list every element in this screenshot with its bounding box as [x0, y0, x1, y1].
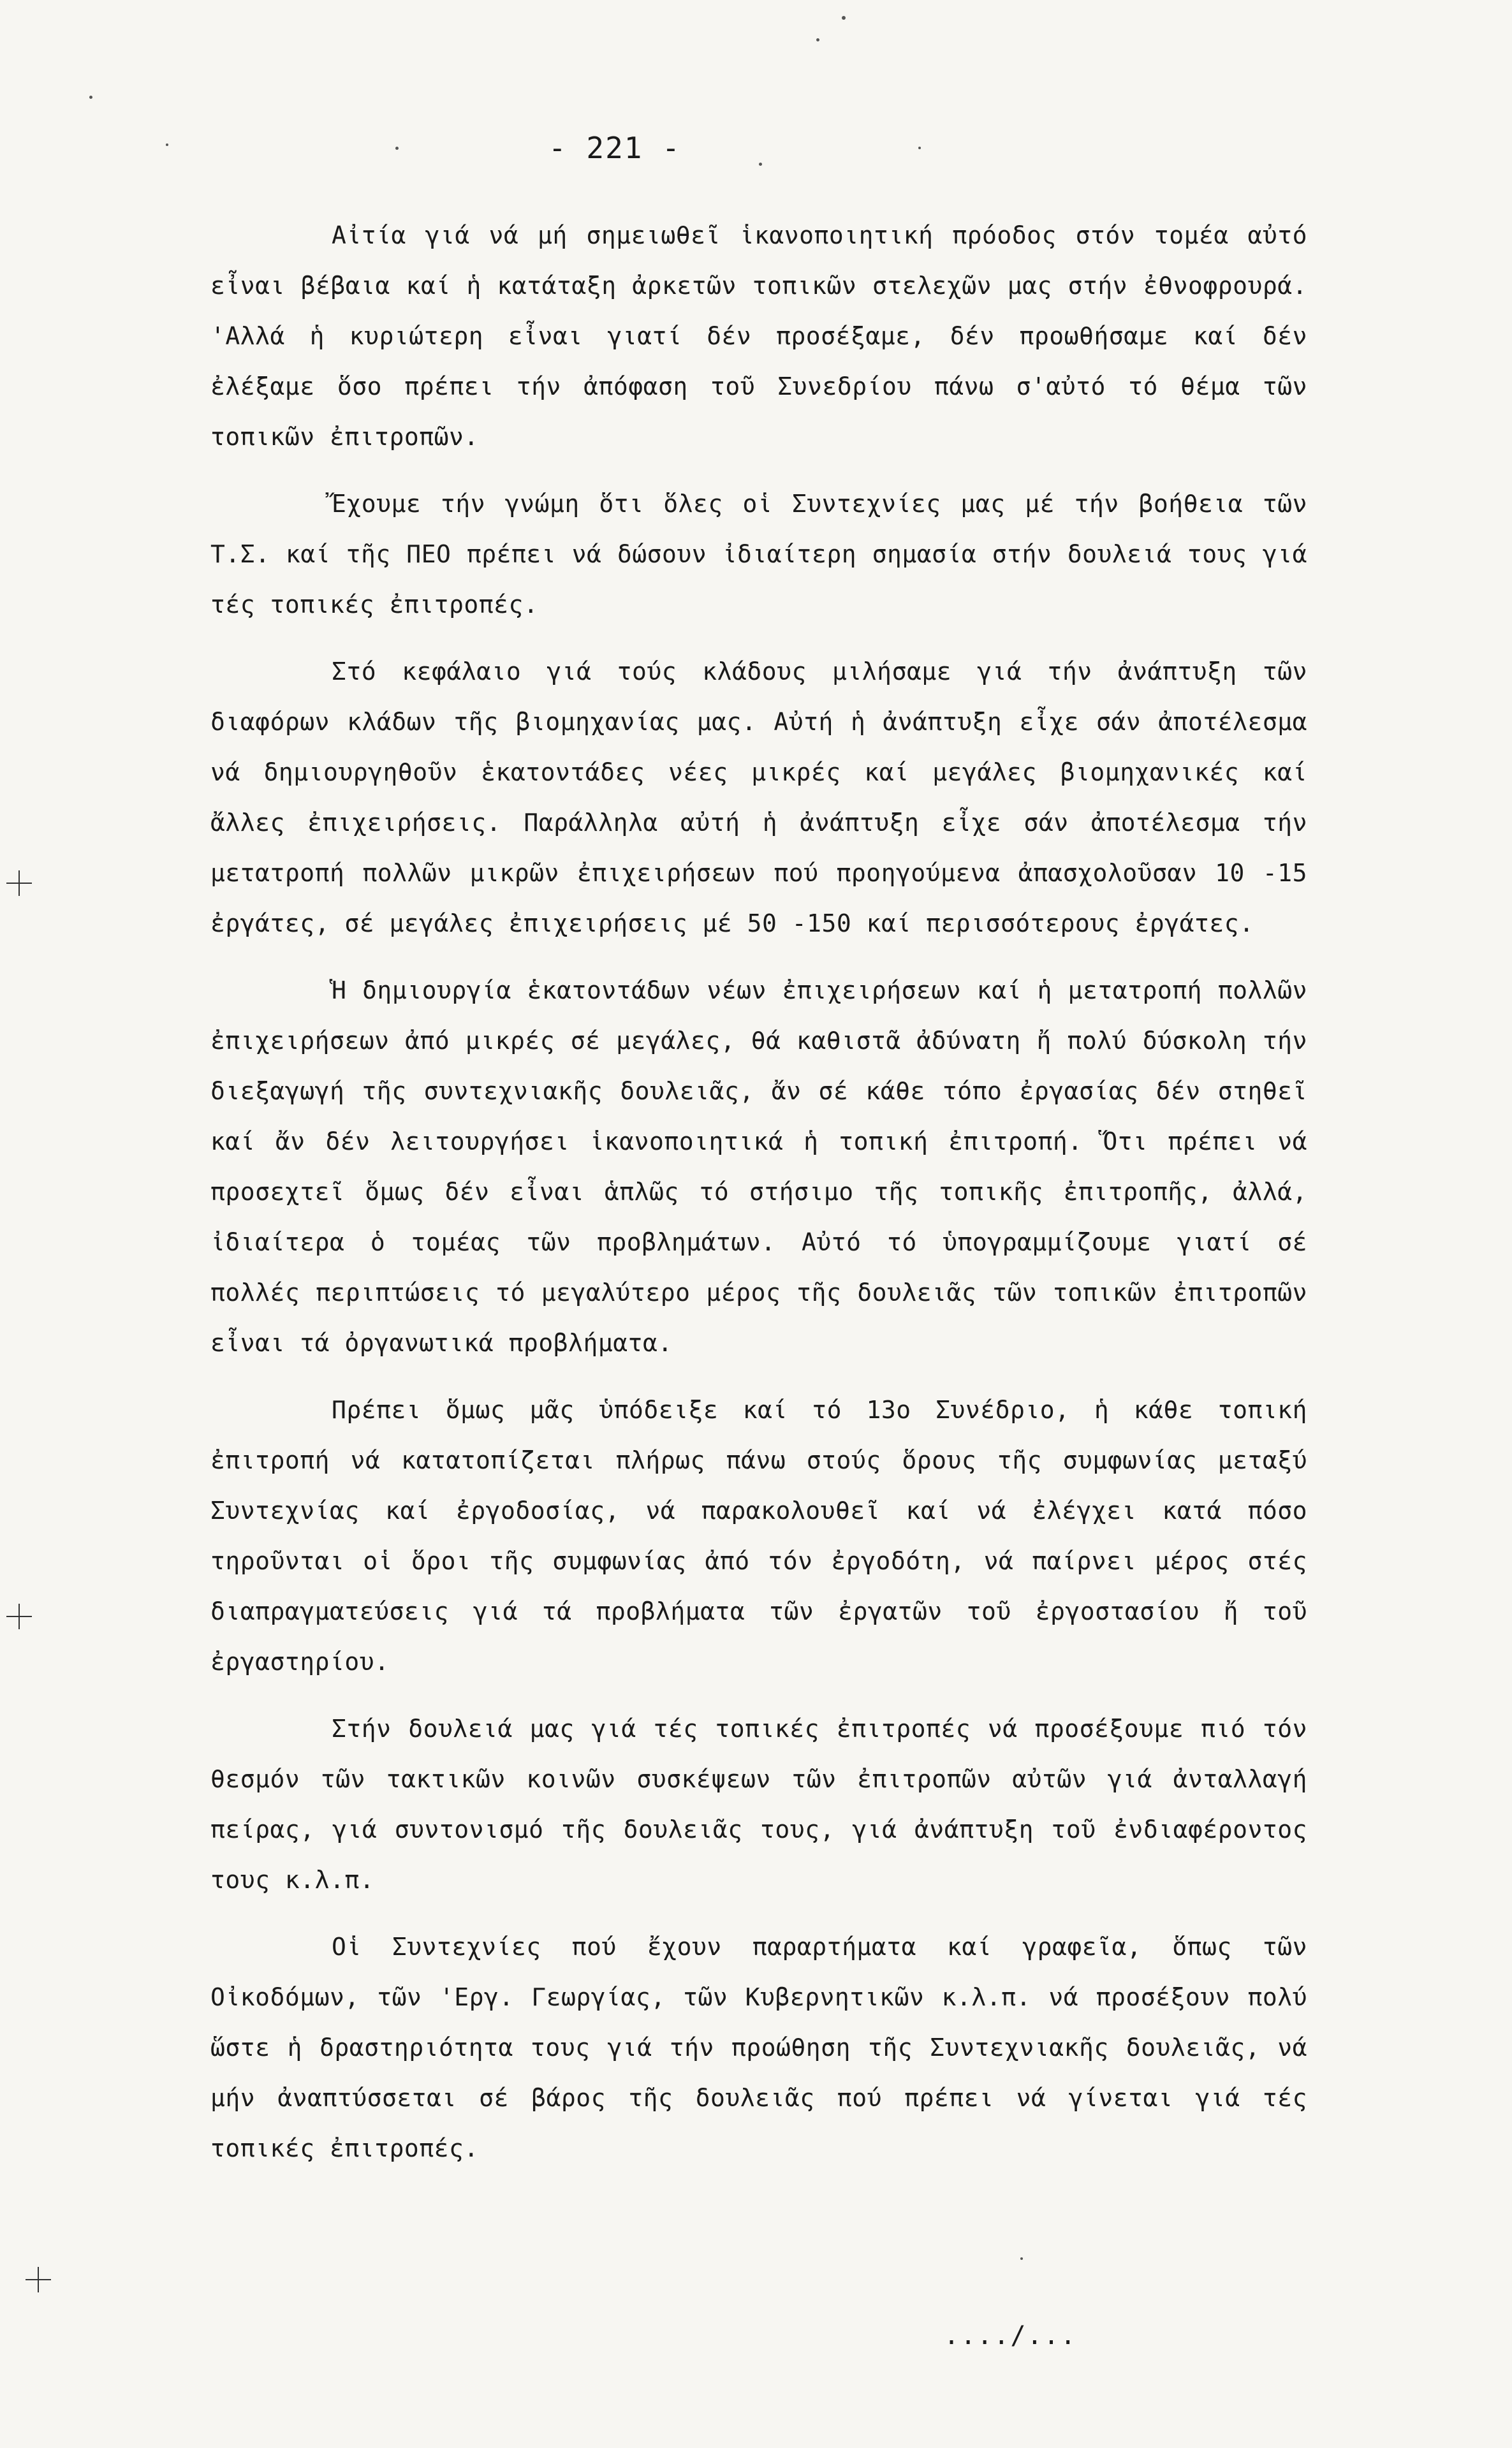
paragraph-6: Στήν δουλειά μας γιά τές τοπικές ἐπιτροπές νά προσέξουμε πιό τόν θεσμόν τῶν τακτικῶν κοινῶν συσκέψεων τῶν ἐπιτροπῶν αὐτῶν γιά ἀνταλλαγή πείρας, γιά συντονισμό τῆς δουλειᾶς τους, γιά ἀνάπτυξη τοῦ ἐνδιαφέροντος τους κ.λ.π.: [210, 1715, 1307, 1894]
paragraph-1: Αἰτία γιά νά μή σημειωθεῖ ἱκανοποιητική πρόοδος στόν τομέα αὐτό εἶναι βέβαια καί ἡ κατάταξη ἀρκετῶν τοπικῶν στελεχῶν μας στήν ἐθνοφρουρά. 'Αλλά ἡ κυριώτερη εἶναι γιατί δέν προσέξαμε, δέν προωθήσαμε καί δέν ἐλέξαμε ὅσο πρέπει τήν ἀπόφαση τοῦ Συνεδρίου πάνω σ'αὐτό τό θέμα τῶν τοπικῶν ἐπιτροπῶν.: [210, 221, 1307, 451]
continuation-mark: ..../...: [944, 2321, 1077, 2350]
scan-speck: [918, 147, 921, 149]
scan-speck: [1020, 2257, 1023, 2260]
paragraph-4: Ἡ δημιουργία ἑκατοντάδων νέων ἐπιχειρήσεων καί ἡ μετατροπή πολλῶν ἐπιχειρήσεων ἀπό μικρές σέ μεγάλες, θά καθιστᾶ ἀδύνατη ἤ πολύ δύσκολη τήν διεξαγωγή τῆς συντεχνιακῆς δουλειᾶς, ἄν σέ κάθε τόπο ἐργασίας δέν στηθεῖ καί ἄν δέν λειτουργήσει ἱκανοποιητικά ἡ τοπική ἐπιτροπή. Ὅτι πρέπει νά προσεχτεῖ ὅμως δέν εἶναι ἁπλῶς τό στήσιμο τῆς τοπικῆς ἐπιτροπῆς, ἀλλά, ἰδιαίτερα ὁ τομέας τῶν προβλημάτων. Αὐτό τό ὑπογραμμίζουμε γιατί σέ πολλές περιπτώσεις τό μεγαλύτερο μέρος τῆς δουλειᾶς τῶν τοπικῶν ἐπιτροπῶν εἶναι τά ὀργανωτικά προβλήματα.: [210, 976, 1307, 1357]
scan-speck: [759, 163, 762, 166]
body-text: [210, 210, 1307, 2190]
paragraph-5: Πρέπει ὅμως μᾶς ὑπόδειξε καί τό 13ο Συνέδριο, ἡ κάθε τοπική ἐπιτροπή νά κατατοπίζεται πλήρως πάνω στούς ὅρους τῆς συμφωνίας μεταξύ Συντεχνίας καί ἐργοδοσίας, νά παρακολουθεῖ καί νά ἐλέγχει κατά πόσο τηροῦνται οἱ ὅροι τῆς συμφωνίας ἀπό τόν ἐργοδότη, νά παίρνει μέρος στές διαπραγματεύσεις γιά τά προβλήματα τῶν ἐργατῶν τοῦ ἐργοστασίου ἤ τοῦ ἐργαστηρίου.: [210, 1396, 1307, 1676]
paragraph-7: Οἱ Συντεχνίες πού ἔχουν παραρτήματα καί γραφεῖα, ὅπως τῶν Οἰκοδόμων, τῶν 'Εργ. Γεωργίας, τῶν Κυβερνητικῶν κ.λ.π. νά προσέξουν πολύ ὥστε ἡ δραστηριότητα τους γιά τήν προώθηση τῆς Συντεχνιακῆς δουλειᾶς, νά μήν ἀναπτύσσεται σέ βάρος τῆς δουλειᾶς πού πρέπει νά γίνεται γιά τές τοπικές ἐπιτροπές.: [210, 1933, 1307, 2162]
registration-mark: [26, 2267, 51, 2292]
paragraph-3: Στό κεφάλαιο γιά τούς κλάδους μιλήσαμε γιά τήν ἀνάπτυξη τῶν διαφόρων κλάδων τῆς βιομηχανίας μας. Αὐτή ἡ ἀνάπτυξη εἶχε σάν ἀποτέλεσμα νά δημιουργηθοῦν ἑκατοντάδες νέες μικρές καί μεγάλες βιομηχανικές καί ἄλλες ἐπιχειρήσεις. Παράλληλα αὐτή ἡ ἀνάπτυξη εἶχε σάν ἀποτέλεσμα τήν μετατροπή πολλῶν μικρῶν ἐπιχειρήσεων πού προηγούμενα ἀπασχολοῦσαν 10 -15 ἐργάτες, σέ μεγάλες ἐπιχειρήσεις μέ 50 -150 καί περισσότερους ἐργάτες.: [210, 657, 1307, 937]
page-number: - 221 -: [548, 131, 681, 165]
scan-speck: [395, 147, 399, 150]
registration-mark: [6, 1604, 32, 1629]
scan-speck: [166, 143, 168, 146]
scan-speck: [89, 96, 92, 99]
scan-speck: [842, 16, 846, 20]
registration-mark: [6, 870, 32, 896]
paragraph-2: Ἔχουμε τήν γνώμη ὅτι ὅλες οἱ Συντεχνίες μας μέ τήν βοήθεια τῶν Τ.Σ. καί τῆς ΠΕΟ πρέπει νά δώσουν ἰδιαίτερη σημασία στήν δουλειά τους γιά τές τοπικές ἐπιτροπές.: [210, 490, 1307, 619]
scan-speck: [816, 38, 819, 41]
